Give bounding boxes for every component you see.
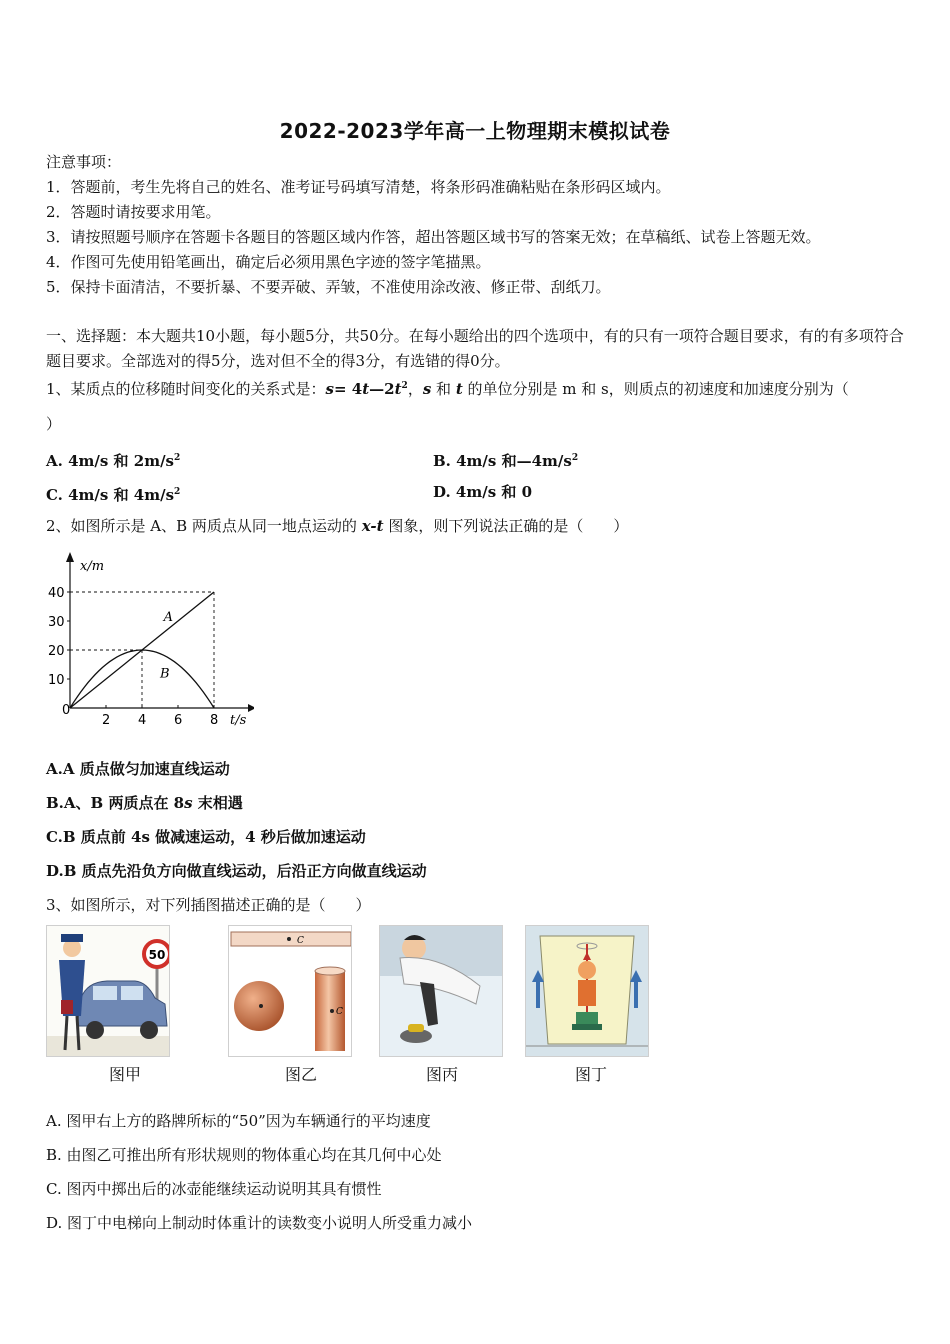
question-3-option-c: C. 图丙中掷出后的冰壶能继续运动说明其具有惯性 [46, 1180, 382, 1198]
series-label-b: B [160, 666, 170, 682]
question-3-option-d: D. 图丁中电梯向上制动时体重计的读数变小说明人所受重力减小 [46, 1214, 473, 1232]
series-label-a: A [163, 610, 173, 625]
question-2-option-b: B.A、B 两质点在 8s 末相遇 [46, 794, 243, 812]
section-heading: 一、选择题：本大题共10小题，每小题5分，共50分。在每小题给出的四个选项中，有的只有一项符合题目要求，有的有多项符合题目要求。全部选对的得5分，选对但不全的得3分，有选错的得0分。 [46, 327, 904, 370]
question-1-option-d: D. 4m/s 和 0 [433, 483, 533, 501]
question-3-option-b: B. 由图乙可推出所有形状规则的物体重心均在其几何中心处 [46, 1146, 442, 1164]
y-axis-label: x/m [80, 559, 105, 574]
question-1-stem: 1、某质点的位移随时间变化的关系式是：$s= 4t—2t^2$，s 和 t 的单位分别是 m 和 s，则质点的初速度和加速度分别为（ [46, 380, 849, 398]
question-3-option-a: A. 图甲右上方的路牌所标的“50”因为车辆通行的平均速度 [46, 1112, 431, 1130]
caption-yi: 图乙 [284, 1065, 317, 1084]
person-head [578, 961, 596, 979]
notice-item-4: 4．作图可先使用铅笔画出，确定后必须用黑色字迹的签字笔描黑。 [46, 253, 491, 271]
y-tick-label: 40 [48, 586, 65, 601]
x-tick-label: 8 [210, 713, 219, 728]
y-axis-arrow [66, 552, 74, 562]
xt-graph [44, 548, 254, 728]
question-2-stem: 2、如图所示是 A、B 两质点从同一地点运动的 x-t 图象，则下列说法正确的是（ ） [46, 517, 629, 535]
origin-label: 0 [62, 703, 71, 718]
question-2-option-a: A.A 质点做匀加速直线运动 [46, 760, 230, 778]
x-tick-label: 2 [102, 713, 111, 728]
svg-text:C: C [297, 936, 304, 946]
x-tick-label: 6 [174, 713, 183, 728]
notice-item-5: 5．保持卡面清洁，不要折暴、不要弄破、弄皱，不准使用涂改液、修正带、刮纸刀。 [46, 278, 611, 296]
x-tick-label: 4 [138, 713, 147, 728]
question-1-option-b: B. 4m/s 和$—4m/s^2$ [433, 452, 579, 470]
question-2-option-c: C.B 质点前 4s 做减速运动，4 秒后做加速运动 [46, 828, 366, 846]
caption-bing: 图丙 [425, 1065, 458, 1084]
y-tick-label: 30 [48, 615, 65, 630]
figure-ding [525, 925, 649, 1057]
page-title: 2022-2023学年高一上物理期末模拟试卷 [279, 119, 671, 143]
x-axis-label: t/s [230, 713, 247, 728]
figure-jia [46, 925, 170, 1057]
caption-jia: 图甲 [108, 1065, 141, 1084]
notice-item-3: 3．请按照题号顺序在答题卡各题目的答题区域内作答，超出答题区域书写的答案无效；在草稿纸、试卷上答题无效。 [46, 228, 821, 246]
notice-item-2: 2．答题时请按要求用笔。 [46, 203, 221, 221]
question-1-close: ） [46, 415, 62, 433]
y-tick-label: 20 [48, 644, 65, 659]
question-1-option-a: A. 4m/s 和 $2m/s^2$ [46, 452, 181, 470]
question-2-option-d: D.B 质点先沿负方向做直线运动，后沿正方向做直线运动 [46, 862, 427, 880]
figure-bing [379, 925, 503, 1057]
caption-ding: 图丁 [574, 1065, 607, 1084]
svg-text:C: C [336, 1007, 343, 1017]
question-1-option-c: C. 4m/s 和 $4m/s^2$ [46, 486, 181, 504]
x-axis-arrow [248, 704, 254, 712]
y-tick-label: 10 [48, 673, 65, 688]
figure-yi [228, 925, 352, 1057]
question-3-stem: 3、如图所示，对下列插图描述正确的是（ ） [46, 896, 371, 914]
notice-heading: 注意事项： [46, 153, 122, 171]
speed-sign-text: 50 [148, 948, 166, 962]
notice-item-1: 1．答题前，考生先将自己的姓名、准考证号码填写清楚，将条形码准确粘贴在条形码区域内。 [46, 178, 671, 196]
